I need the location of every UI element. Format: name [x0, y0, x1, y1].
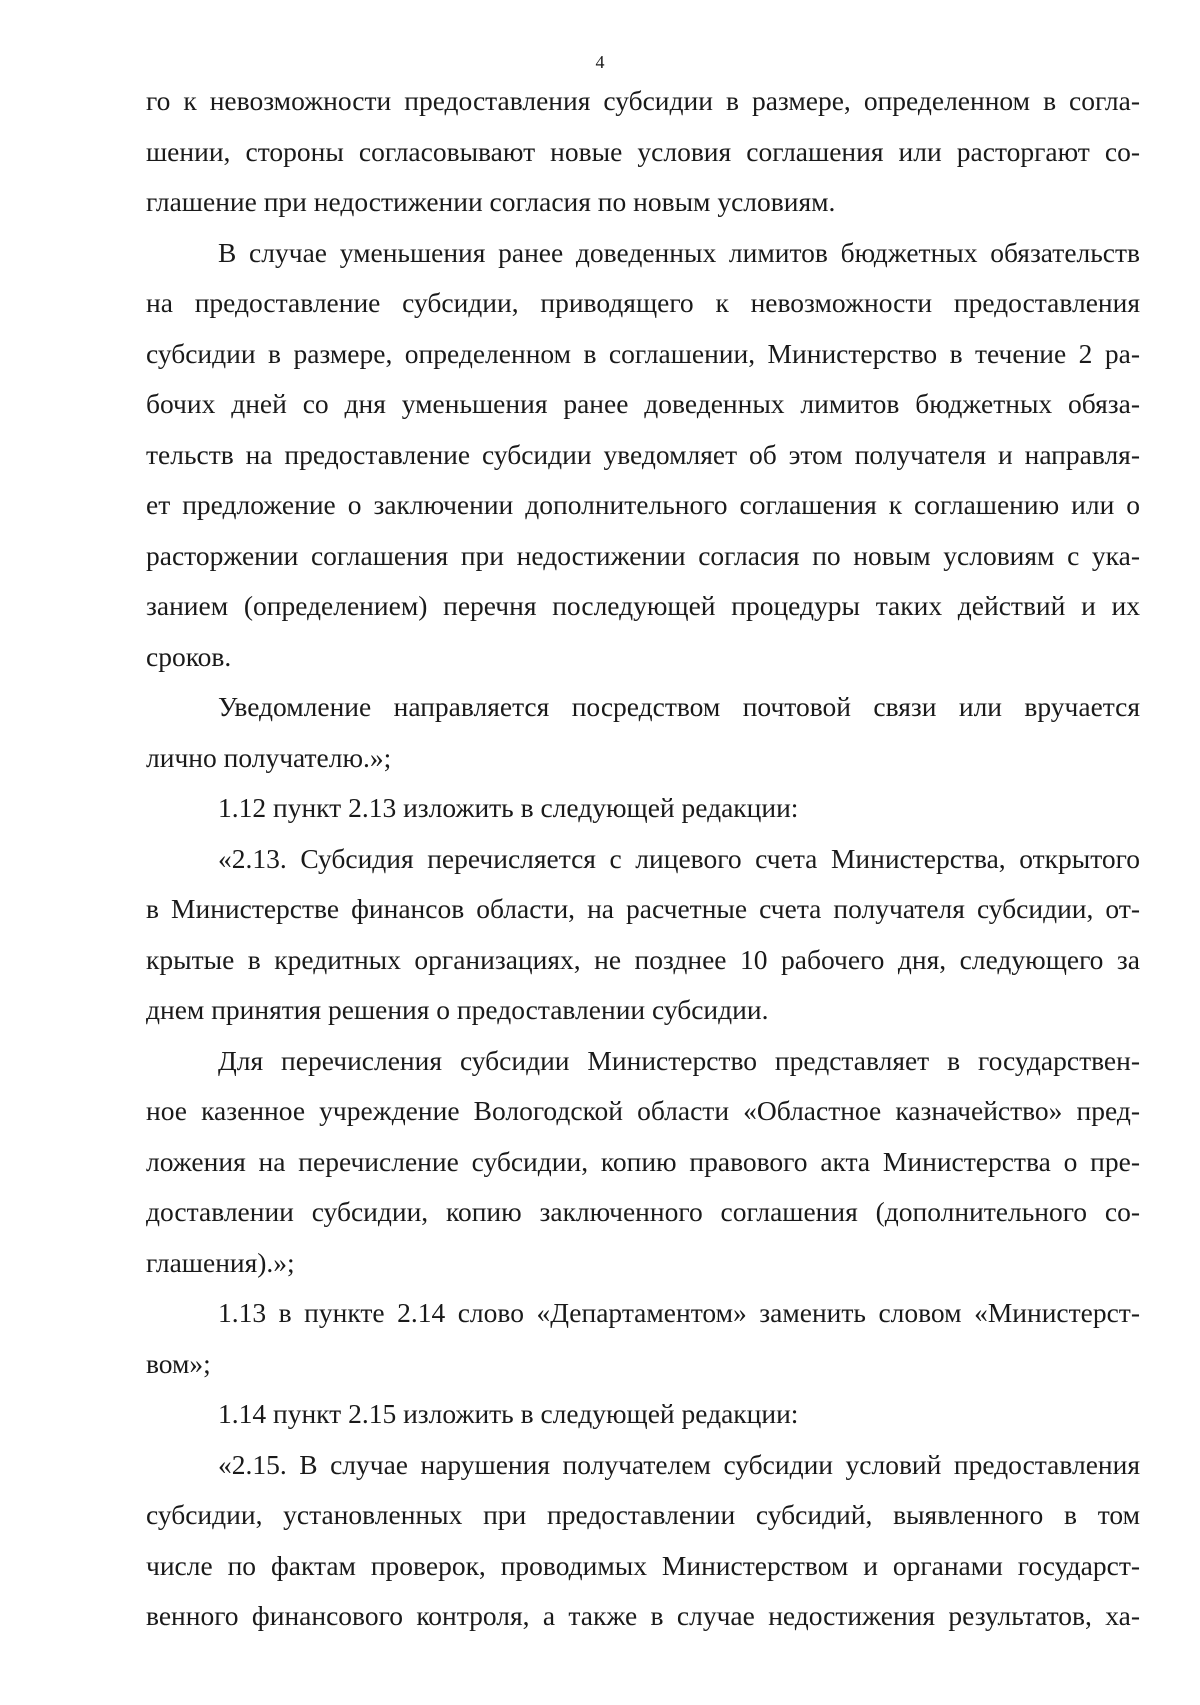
text-line: крытые в кредитных организациях, не позднее 10 рабочего дня, следующего за	[146, 943, 1140, 975]
text-line: венного финансового контроля, а также в случае недостижения результатов, ха-	[146, 1600, 1140, 1631]
text-line: на предоставление субсидии, приводящего к невозможности предоставления	[146, 287, 1140, 318]
text-line: Для перечисления субсидии Министерство представляет в государствен-	[218, 1044, 1140, 1076]
page-number: 4	[595, 52, 605, 72]
text-line: Уведомление направляется посредством почтовой связи или вручается	[218, 691, 1140, 722]
text-line: «2.13. Субсидия перечисляется с лицевого счета Министерства, открытого	[218, 842, 1140, 874]
text-line: шении, стороны согласовывают новые условия соглашения или расторгают со-	[146, 135, 1140, 167]
text-line: глашение при недостижении согласия по новым условиям.	[146, 186, 836, 217]
text-line: сроков.	[146, 640, 232, 672]
text-line: днем принятия решения о предоставлении субсидии.	[146, 994, 769, 1025]
text-line: субсидии, установленных при предоставлении субсидий, выявленного в том	[146, 1499, 1140, 1530]
text-line: го к невозможности предоставления субсидии в размере, определенном в согла-	[146, 85, 1140, 116]
text-line: 1.14 пункт 2.15 изложить в следующей редакции:	[218, 1398, 799, 1429]
text-line: доставлении субсидии, копию заключенного соглашения (дополнительного со-	[146, 1196, 1140, 1227]
text-line: глашения).»;	[146, 1246, 295, 1278]
text-line: «2.15. В случае нарушения получателем субсидии условий предоставления	[218, 1448, 1140, 1480]
text-line: вом»;	[146, 1347, 211, 1379]
text-line: 1.13 в пункте 2.14 слово «Департаментом» заменить словом «Министерст-	[218, 1297, 1140, 1328]
text-line: бочих дней со дня уменьшения ранее доведенных лимитов бюджетных обяза-	[146, 388, 1140, 419]
text-line: ет предложение о заключении дополнительного соглашения к соглашению или о	[146, 489, 1140, 520]
text-line: расторжении соглашения при недостижении согласия по новым условиям с ука-	[146, 539, 1140, 571]
text-line: тельств на предоставление субсидии уведомляет об этом получателя и направля-	[146, 438, 1140, 470]
text-line: субсидии в размере, определенном в соглашении, Министерство в течение 2 ра-	[146, 337, 1140, 369]
text-line: лично получателю.»;	[146, 741, 392, 773]
text-line: числе по фактам проверок, проводимых Министерством и органами государст-	[146, 1549, 1140, 1581]
text-line: В случае уменьшения ранее доведенных лимитов бюджетных обязательств	[218, 236, 1140, 268]
document-body	[146, 76, 1140, 1642]
text-line: занием (определением) перечня последующей процедуры таких действий и их	[146, 590, 1140, 621]
text-line: в Министерстве финансов области, на расчетные счета получателя субсидии, от-	[146, 893, 1140, 924]
text-line: 1.12 пункт 2.13 изложить в следующей редакции:	[218, 792, 799, 823]
text-line: ложения на перечисление субсидии, копию правового акта Министерства о пре-	[146, 1145, 1140, 1177]
text-line: ное казенное учреждение Вологодской области «Областное казначейство» пред-	[146, 1095, 1140, 1126]
